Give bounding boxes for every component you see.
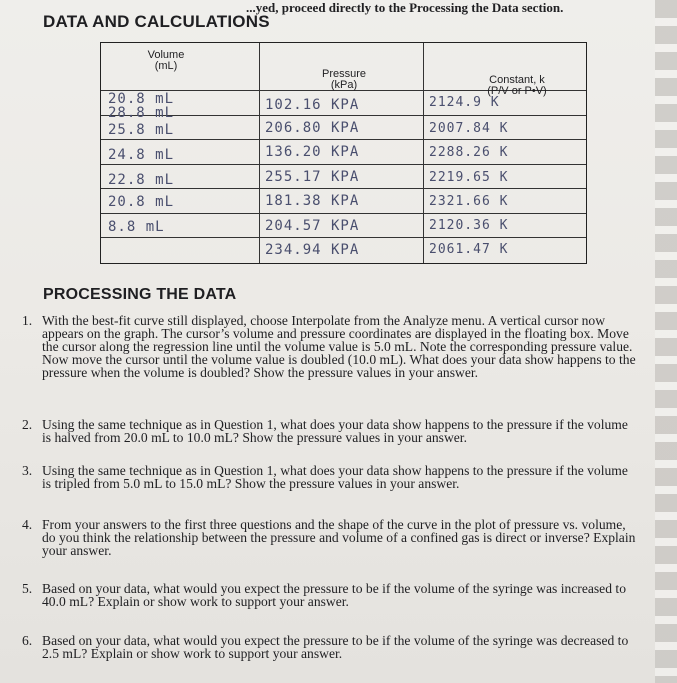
question-number: 2.: [22, 417, 33, 432]
volume-cell: 20.8 mL: [108, 91, 175, 107]
question-number: 6.: [22, 633, 33, 648]
volume-header-label: Volume: [147, 49, 185, 61]
data-section-title: DATA AND CALCULATIONS: [43, 12, 270, 31]
volume-cell: 25.8 mL: [108, 122, 175, 138]
row-rule: [101, 188, 586, 189]
volume-cell: 24.8 mL: [108, 147, 175, 163]
pressure-cell: 234.94 KPA: [265, 242, 360, 258]
table-divider: [423, 43, 424, 263]
question-text: From your answers to the first three questions and the shape of the curve in the plot of pressure vs. volume, do you think the relationship between the pressure and volume of a confined gas is direct or inverse? Explain your answer.: [42, 517, 636, 558]
question-text: Using the same technique as in Question 1, what does your data show happens to the pressure if the volume is halved from 20.0 mL to 10.0 mL? Show the pressure values in your answer.: [42, 417, 628, 445]
pressure-cell: 255.17 KPA: [265, 169, 360, 185]
question-number: 1.: [22, 313, 33, 328]
pressure-cell: 204.57 KPA: [265, 218, 360, 234]
constant-cell: 2219.65 K: [429, 170, 509, 185]
pressure-header-unit: (kPa): [330, 79, 358, 91]
volume-cell: 20.8 mL: [108, 194, 175, 210]
row-rule: [101, 237, 586, 238]
question-text: With the best-fit curve still displayed, choose Interpolate from the Analyze menu. A vertical cursor now appears on the graph. The cursor’s volume and pressure coordinates are displayed in the floating box. Move the cursor along the regression line until the volume value is 5.0 mL. Note the corresponding pressure value. Now move the cursor until the volume value is doubled (10.0 mL). What does your data show happens to the pressure when the volume is doubled? Show the pressure values in your answer.: [42, 313, 636, 380]
table-divider: [259, 43, 260, 263]
row-rule: [101, 164, 586, 165]
row-rule: [101, 139, 586, 140]
constant-header-label: Constant, k: [489, 74, 545, 86]
volume-cell: 8.8 mL: [108, 219, 165, 235]
pressure-header: [299, 69, 389, 91]
question-text: Using the same technique as in Question 1, what does your data show happens to the pressure if the volume is tripled from 5.0 mL to 15.0 mL? Show the pressure values in your answer.: [42, 463, 628, 491]
pressure-cell: 136.20 KPA: [265, 144, 360, 160]
volume-cell: 22.8 mL: [108, 172, 175, 188]
volume-header: [121, 50, 211, 72]
constant-cell: 2124.9 K: [429, 95, 500, 110]
binder-edge: [655, 0, 677, 683]
question-number: 3.: [22, 463, 33, 478]
constant-cell: 2007.84 K: [429, 121, 509, 136]
question-text: Based on your data, what would you expect the pressure to be if the volume of the syringe was increased to 40.0 mL? Explain or show work to support your answer.: [42, 581, 626, 609]
processing-section-title: PROCESSING THE DATA: [43, 286, 237, 303]
pressure-header-label: Pressure: [321, 68, 367, 80]
constant-header-unit: (P/V or P•V): [487, 85, 547, 97]
constant-cell: 2061.47 K: [429, 242, 509, 257]
question-text: Based on your data, what would you expect the pressure to be if the volume of the syringe was decreased to 2.5 mL? Explain or show work to support your answer.: [42, 633, 629, 661]
pressure-cell: 102.16 KPA: [265, 97, 360, 113]
pressure-cell: 181.38 KPA: [265, 193, 360, 209]
constant-cell: 2321.66 K: [429, 194, 509, 209]
question-number: 5.: [22, 581, 33, 596]
constant-cell: 2120.36 K: [429, 218, 509, 233]
volume-cell: 28.8 mL: [108, 105, 175, 121]
data-table: [100, 42, 587, 264]
question-number: 4.: [22, 517, 33, 532]
row-rule: [101, 213, 586, 214]
pressure-cell: 206.80 KPA: [265, 120, 360, 136]
volume-header-unit: (mL): [154, 60, 178, 72]
constant-header: [467, 75, 567, 97]
constant-cell: 2288.26 K: [429, 145, 509, 160]
top-instruction-text: ...yed, proceed directly to the Processing the Data section.: [246, 0, 564, 15]
